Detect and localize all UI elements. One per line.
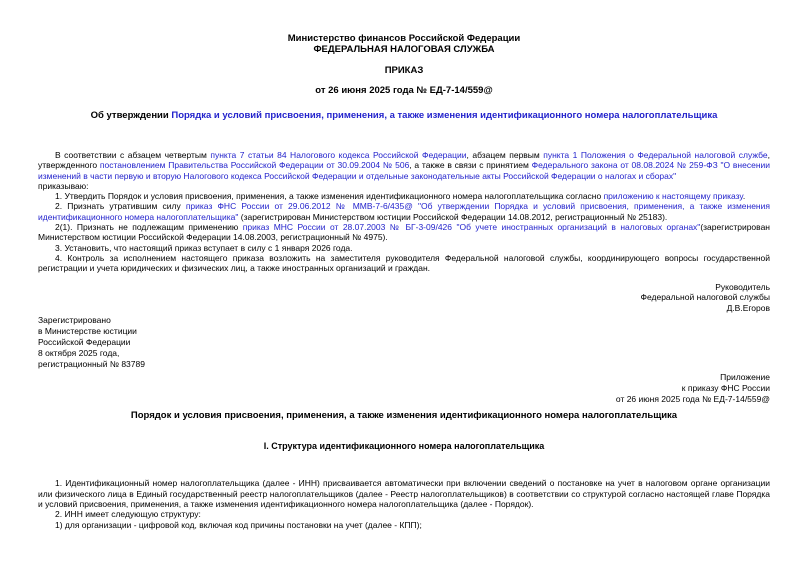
text-run: 2. Признать утратившим силу [55, 201, 186, 212]
ministry-name: Министерство финансов Российской Федерации [287, 33, 521, 44]
prikazyvayu-line: приказываю: [38, 180, 89, 191]
registration-line-3: Российской Федерации [38, 336, 131, 347]
appendix-ref-line-1: Приложение [720, 372, 770, 383]
text-run: 2(1). Признать не подлежащим применению [55, 222, 243, 233]
registration-line-4: 8 октября 2025 года, [38, 347, 120, 358]
appendix-ref-line-3: от 26 июня 2025 года № ЕД-7-14/559@ [615, 394, 770, 405]
appendix-body [38, 478, 770, 529]
text-run: Об утверждении [90, 110, 172, 121]
text-run: В соответствии с абзацем четвертым [55, 150, 211, 160]
document-link[interactable]: пункта 7 статьи 84 Налогового кодекса Российской Федерации [210, 150, 467, 160]
order-item-2-1 [38, 222, 770, 243]
text-run: , утвержденного [38, 150, 770, 171]
signature-position: Руководитель [715, 281, 770, 292]
signature-organization: Федеральной налоговой службы [640, 292, 770, 303]
document-type: ПРИКАЗ [384, 65, 424, 76]
document-link[interactable]: приложению к настоящему приказу [603, 191, 743, 202]
text-run: 3. Установить, что настоящий приказ вступает в силу с 1 января 2026 года. [55, 242, 353, 253]
appendix-paragraph-1: 1. Идентификационный номер налогоплательщика (далее - ИНН) присваивается автоматически при включении сведений о постановке на учет в налоговом органе организации или физического лица в Единый государственный реестр налогоплательщиков (далее - Реестр налогоплательщиков) в соответствии со структурой согласно настоящей главе Порядка и условий присвоения, применения, а также изменения идентификационного номера налогоплательщика (далее - Порядок). [38, 478, 770, 509]
order-item-3 [38, 243, 770, 253]
section-heading: I. Структура идентификационного номера налогоплательщика [263, 441, 545, 452]
document-link[interactable]: Федерального закона от 08.08.2024 № 259-ФЗ "О внесении изменений в части первую и вторую Налогового кодекса Российской Федерации и отдельные законодательные акты Российской Федерации о налогах и сборах" [38, 160, 771, 181]
registration-block [38, 315, 770, 369]
signature-block [38, 282, 770, 314]
document-link[interactable]: приказ МНС России от 28.07.2003 № БГ-3-09/426 "Об учете иностранных организаций в налоговых органах" [242, 222, 701, 233]
text-run: 4. Контроль за исполнением настоящего приказа возложить на заместителя руководителя Федеральной налоговой службы, координирующего вопросы государственной регистрации и учета юридических и физических лиц, а также иностранных организаций и граждан. [38, 252, 770, 274]
text-run: . [742, 191, 746, 202]
registration-line-5: регистрационный № 83789 [38, 358, 145, 369]
text-run: (зарегистрирован Министерством юстиции Российской Федерации 14.08.2003, регистрационный № 4975). [38, 222, 770, 243]
document-link[interactable]: приказ ФНС России от 29.06.2012 № ММВ-7-6/435@ "Об утверждении Порядка и условий присвоения, применения, а также изменения идентификационного номера налогоплательщика" [38, 201, 770, 222]
document-link[interactable]: постановлением Правительства Российской Федерации от 30.09.2004 № 506 [99, 160, 410, 171]
appendix-reference-block [38, 372, 770, 405]
appendix-paragraph-3: 1) для организации - цифровой код, включая код причины постановки на учет (далее - КПП); [55, 519, 422, 530]
document-link[interactable]: пункта 1 Положения о Федеральной налоговой службе [543, 150, 768, 160]
order-item-2 [38, 201, 770, 222]
order-item-1 [38, 191, 770, 201]
agency-name: ФЕДЕРАЛЬНАЯ НАЛОГОВАЯ СЛУЖБА [313, 44, 495, 55]
order-item-4 [38, 253, 770, 274]
registration-line-1: Зарегистрировано [38, 315, 111, 326]
appendix-ref-line-2: к приказу ФНС России [681, 383, 770, 394]
appendix-paragraph-2: 2. ИНН имеет следующую структуру: [55, 509, 201, 520]
appendix-title: Порядок и условия присвоения, применения, а также изменения идентификационного номера налогоплательщика [130, 410, 678, 422]
document-title [38, 110, 770, 121]
signature-name: Д.В.Егоров [726, 302, 770, 313]
text-run: 1. Утвердить Порядок и условия присвоения, применения, а также изменения идентификационного номера налогоплательщика согласно [55, 191, 604, 202]
preamble-paragraph [38, 150, 770, 181]
document-date-number: от 26 июня 2025 года № ЕД-7-14/559@ [315, 85, 493, 96]
document-link[interactable]: Порядка и условий присвоения, применения, а также изменения идентификационного номера налогоплательщика [171, 110, 718, 121]
text-run: (зарегистрирован Министерством юстиции Российской Федерации 14.08.2012, регистрационный № 25183). [238, 211, 668, 222]
text-run: , а также в связи с принятием [409, 160, 532, 171]
text-run: , абзацем первым [466, 150, 544, 160]
registration-line-2: в Министерстве юстиции [38, 326, 137, 337]
